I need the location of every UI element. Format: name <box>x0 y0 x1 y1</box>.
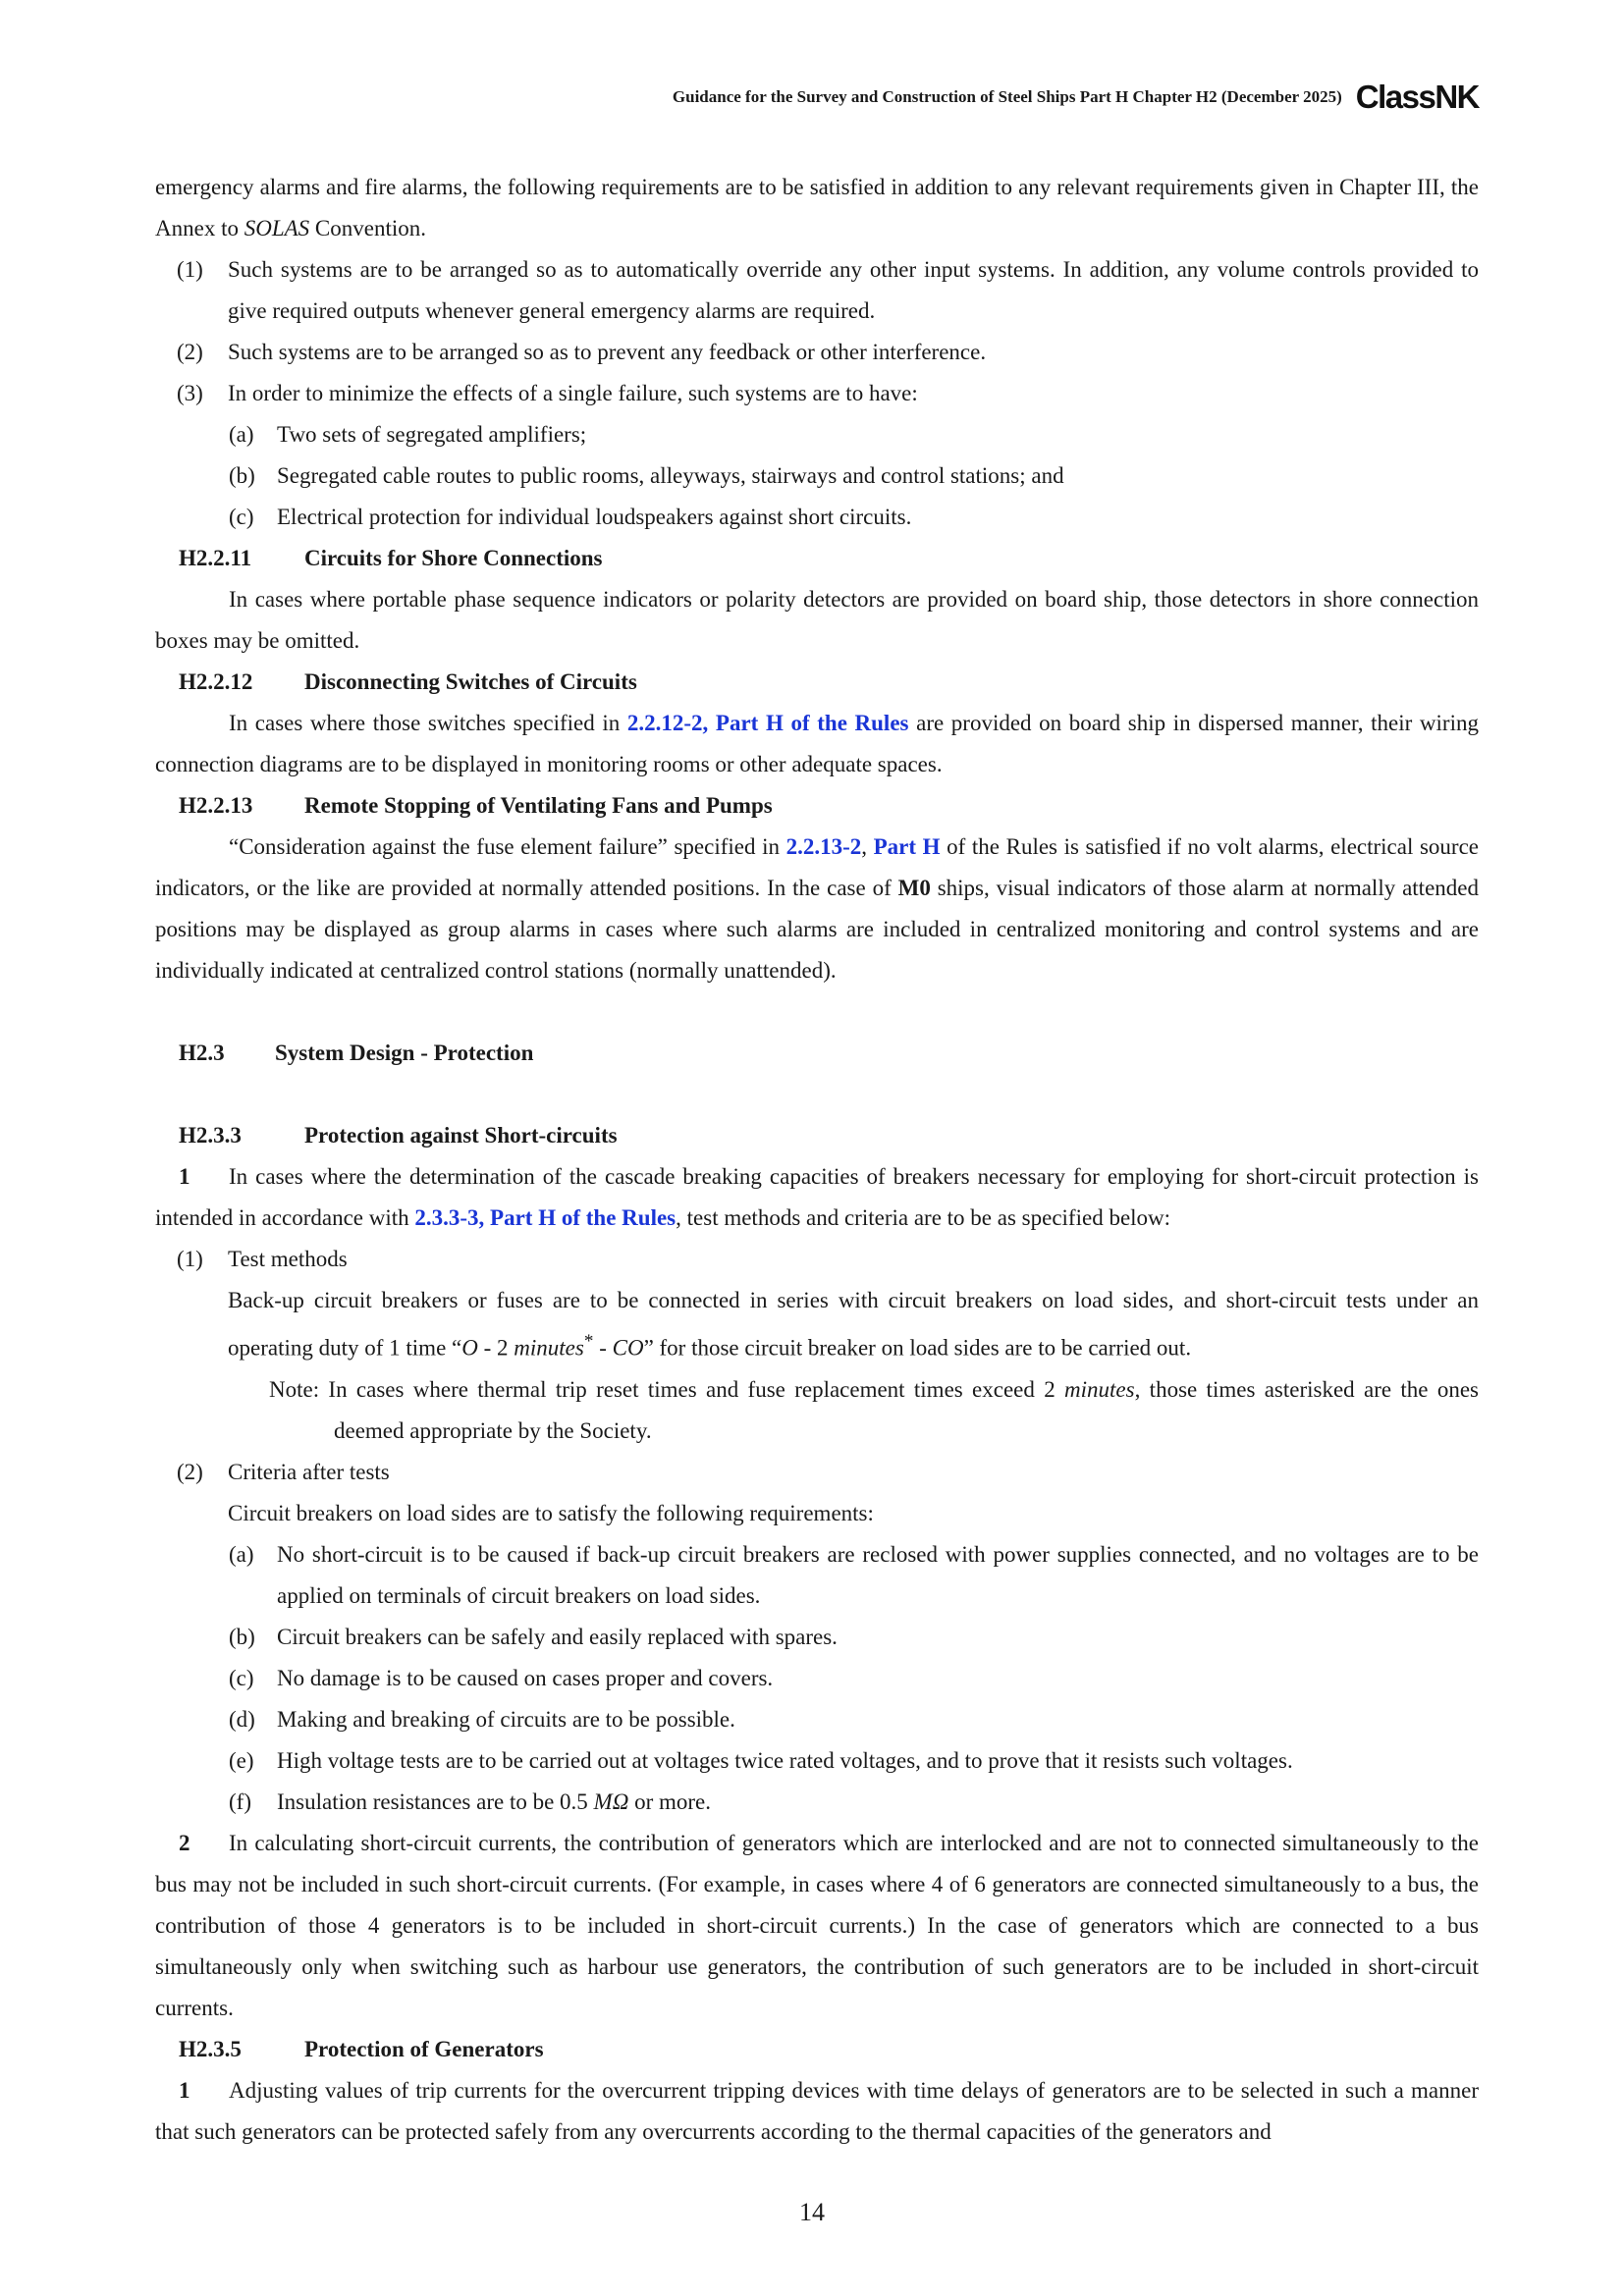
list-item: (1) Test methods <box>177 1247 348 1271</box>
rule-reference-link[interactable]: 2.3.3-3, Part H of the Rules <box>414 1205 677 1230</box>
paragraph: “Consideration against the fuse element failure” specified in 2.2.13-2, Part H of the Rules is satisfied if no volt alarms, electrical source indicators, or the like are provided at normally attended positions. In the case of M0 ships, visual indicators of those alarm at normally attended positions may be displayed as group alarms in cases where such alarms are included in centralized monitoring and control systems and are individually indicated at centralized control stations (normally unattended). <box>155 834 1479 983</box>
section-heading-h2-3: H2.3 System Design - Protection <box>179 1041 534 1065</box>
sub-list-item: (e) High voltage tests are to be carried out at voltages twice rated voltages, and to prove that it resists such voltages. <box>229 1747 1293 1773</box>
rule-reference-link[interactable]: 2.2.12-2, Part H of the Rules <box>626 711 909 735</box>
paragraph: Back-up circuit breakers or fuses are to be connected in series with circuit breakers on load sides, and short-circuit tests under an operating duty of 1 time “O - 2 minutes* - CO” for those circuit breaker on load sides are to be carried out. <box>228 1288 1479 1361</box>
paragraph: Circuit breakers on load sides are to satisfy the following requirements: <box>228 1500 874 1525</box>
sub-list-item: (c) Electrical protection for individual loudspeakers against short circuits. <box>229 505 912 529</box>
list-item: (2) Criteria after tests <box>177 1459 390 1484</box>
page-number: 14 <box>799 2198 825 2226</box>
section-heading-h2-2-12: H2.2.12 Disconnecting Switches of Circuits <box>179 669 637 694</box>
paragraph: In cases where portable phase sequence indicators or polarity detectors are provided on board ship, those detectors in shore connection boxes may be omitted. <box>155 587 1479 653</box>
sub-list-item: (a) No short-circuit is to be caused if back-up circuit breakers are reclosed with power supplies connected, and no voltages are to be applied on terminals of circuit breakers on load sides. <box>229 1541 1479 1608</box>
header-title: Guidance for the Survey and Construction of Steel Ships Part H Chapter H2 (December 2025) <box>672 86 1342 106</box>
section-heading-h2-3-3: H2.3.3 Protection against Short-circuits <box>179 1123 618 1148</box>
classnk-logo: ClassNK <box>1355 79 1479 115</box>
numbered-paragraph: 1 In cases where the determination of the cascade breaking capacities of breakers necessary for employing for short-circuit protection is intended in accordance with 2.3.3-3, Part H of the Rules, test methods and criteria are to be as specified below: <box>155 1164 1479 1230</box>
rule-reference-link[interactable]: Part H <box>873 834 941 859</box>
sub-list-item: (c) No damage is to be caused on cases proper and covers. <box>229 1665 774 1690</box>
running-header <box>673 80 1479 113</box>
sub-list-item: (a) Two sets of segregated amplifiers; <box>229 422 587 447</box>
sub-list-item: (f) Insulation resistances are to be 0.5 MΩ or more. <box>229 1789 712 1814</box>
list-item: (2) Such systems are to be arranged so as to prevent any feedback or other interference. <box>177 340 987 364</box>
note: Note: In cases where thermal trip reset times and fuse replacement times exceed 2 minutes, those times asterisked are the ones deemed appropriate by the Society. <box>269 1376 1479 1443</box>
list-item: (1) Such systems are to be arranged so as to automatically override any other input systems. In addition, any volume controls provided to give required outputs whenever general emergency alarms are required. <box>177 257 1479 323</box>
page-body <box>155 167 1479 2153</box>
sub-list-item: (b) Circuit breakers can be safely and easily replaced with spares. <box>229 1624 838 1649</box>
continued-paragraph: emergency alarms and fire alarms, the following requirements are to be satisfied in addition to any relevant requirements given in Chapter III, the Annex to SOLAS Convention. <box>155 175 1479 240</box>
sub-list-item: (d) Making and breaking of circuits are to be possible. <box>229 1706 735 1732</box>
section-heading-h2-3-5: H2.3.5 Protection of Generators <box>179 2036 544 2061</box>
numbered-paragraph: 1 Adjusting values of trip currents for the overcurrent tripping devices with time delays of generators are to be selected in such a manner that such generators can be protected safely from any overcurrents according to the thermal capacities of the generators and <box>155 2077 1479 2144</box>
numbered-paragraph: 2 In calculating short-circuit currents, the contribution of generators which are interlocked and are not to connected simultaneously to the bus may not be included in such short-circuit currents. (For example, in cases where 4 of 6 generators are connected simultaneously to a bus, the contribution of those 4 generators is to be included in short-circuit currents.) In the case of generators which are connected to a bus simultaneously only when switching such as harbour use generators, the contribution of such generators are to be included in short-circuit currents. <box>155 1830 1479 2020</box>
rule-reference-link[interactable]: 2.2.13-2 <box>785 834 862 859</box>
paragraph: In cases where those switches specified in 2.2.12-2, Part H of the Rules are provided on board ship in dispersed manner, their wiring connection diagrams are to be displayed in monitoring rooms or other adequate spaces. <box>155 711 1479 776</box>
section-heading-h2-2-11: H2.2.11 Circuits for Shore Connections <box>179 546 603 570</box>
list-item: (3) In order to minimize the effects of a single failure, such systems are to have: <box>177 381 918 405</box>
sub-list-item: (b) Segregated cable routes to public rooms, alleyways, stairways and control stations; and <box>229 463 1064 488</box>
section-heading-h2-2-13: H2.2.13 Remote Stopping of Ventilating Fans and Pumps <box>179 793 773 818</box>
